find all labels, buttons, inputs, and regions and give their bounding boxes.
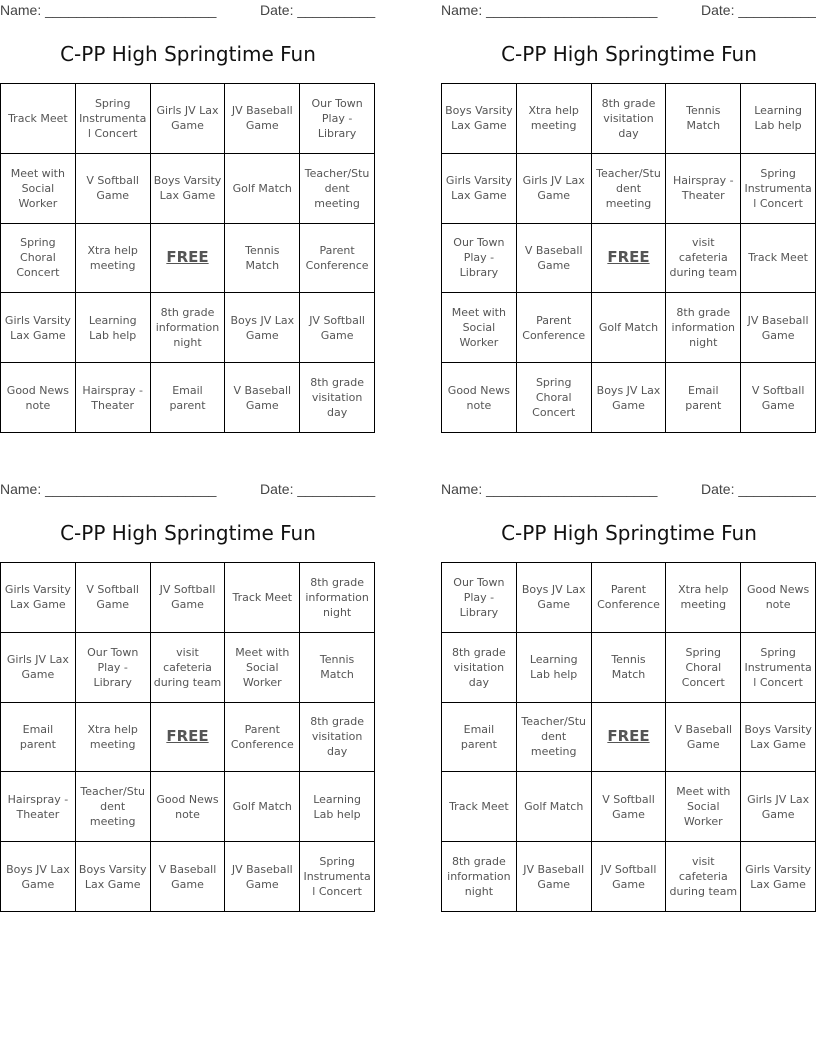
bingo-cell: V Baseball Game	[517, 224, 592, 294]
bingo-cell: Girls Varsity Lax Game	[741, 842, 816, 912]
bingo-cell: Good News note	[741, 563, 816, 633]
bingo-cell: 8th grade visitation day	[592, 84, 667, 154]
bingo-cell: JV Softball Game	[300, 293, 375, 363]
bingo-cell: Parent Conference	[517, 293, 592, 363]
bingo-cell: Learning Lab help	[517, 633, 592, 703]
bingo-cell: Boys JV Lax Game	[592, 363, 667, 433]
bingo-cell: JV Softball Game	[592, 842, 667, 912]
name-date-line	[441, 481, 816, 499]
free-space-cell: FREE	[151, 703, 226, 773]
bingo-cell: Spring Choral Concert	[517, 363, 592, 433]
bingo-cell: Xtra help meeting	[517, 84, 592, 154]
bingo-cell: Hairspray - Theater	[1, 772, 76, 842]
bingo-cell: Meet with Social Worker	[225, 633, 300, 703]
bingo-cell: Spring Instrumental Concert	[741, 633, 816, 703]
bingo-cell: Learning Lab help	[741, 84, 816, 154]
bingo-cell: Email parent	[151, 363, 226, 433]
bingo-cell: Track Meet	[225, 563, 300, 633]
bingo-cell: Girls Varsity Lax Game	[1, 293, 76, 363]
bingo-cell: Our Town Play - Library	[76, 633, 151, 703]
bingo-cell: Track Meet	[1, 84, 76, 154]
bingo-cell: Girls JV Lax Game	[517, 154, 592, 224]
bingo-cell: 8th grade visitation day	[300, 703, 375, 773]
bingo-cell: Spring Choral Concert	[1, 224, 76, 294]
bingo-cell: Good News note	[151, 772, 226, 842]
bingo-cell: Boys Varsity Lax Game	[442, 84, 517, 154]
bingo-cell: Good News note	[1, 363, 76, 433]
bingo-cell: Golf Match	[517, 772, 592, 842]
bingo-cell: Boys Varsity Lax Game	[151, 154, 226, 224]
bingo-cell: Girls JV Lax Game	[151, 84, 226, 154]
bingo-grid	[0, 83, 375, 433]
card-title: C-PP High Springtime Fun	[60, 42, 316, 66]
bingo-cell: visit cafeteria during team	[666, 224, 741, 294]
bingo-cell: Teacher/Student meeting	[592, 154, 667, 224]
bingo-cell: Tennis Match	[592, 633, 667, 703]
bingo-cell: Meet with Social Worker	[442, 293, 517, 363]
bingo-grid	[441, 562, 816, 912]
bingo-cell: Track Meet	[741, 224, 816, 294]
bingo-cell: Girls Varsity Lax Game	[1, 563, 76, 633]
bingo-cell: Girls JV Lax Game	[741, 772, 816, 842]
bingo-cell: Hairspray - Theater	[76, 363, 151, 433]
bingo-cell: JV Baseball Game	[225, 84, 300, 154]
bingo-cell: Xtra help meeting	[666, 563, 741, 633]
bingo-cell: Spring Instrumental Concert	[741, 154, 816, 224]
name-date-line	[0, 2, 376, 20]
bingo-cell: Spring Instrumental Concert	[300, 842, 375, 912]
bingo-cell: Spring Instrumental Concert	[76, 84, 151, 154]
bingo-cell: Golf Match	[592, 293, 667, 363]
bingo-cell: Girls JV Lax Game	[1, 633, 76, 703]
bingo-cell: Teacher/Student meeting	[300, 154, 375, 224]
bingo-cell: Email parent	[442, 703, 517, 773]
bingo-cell: Girls Varsity Lax Game	[442, 154, 517, 224]
bingo-cell: 8th grade information night	[300, 563, 375, 633]
bingo-cell: 8th grade information night	[666, 293, 741, 363]
free-space-cell: FREE	[151, 224, 226, 294]
bingo-cell: Golf Match	[225, 772, 300, 842]
bingo-cell: V Baseball Game	[151, 842, 226, 912]
bingo-cell: Our Town Play - Library	[442, 563, 517, 633]
bingo-cell: Boys JV Lax Game	[1, 842, 76, 912]
bingo-cell: JV Baseball Game	[225, 842, 300, 912]
bingo-cell: Parent Conference	[225, 703, 300, 773]
bingo-grid	[441, 83, 816, 433]
bingo-cell: Parent Conference	[300, 224, 375, 294]
bingo-cell: V Baseball Game	[666, 703, 741, 773]
date-field: Date: __________	[260, 2, 376, 18]
bingo-cell: Learning Lab help	[76, 293, 151, 363]
bingo-cell: visit cafeteria during team	[151, 633, 226, 703]
name-date-line	[0, 481, 376, 499]
bingo-cell: Xtra help meeting	[76, 703, 151, 773]
bingo-cell: Boys JV Lax Game	[225, 293, 300, 363]
bingo-cell: Hairspray - Theater	[666, 154, 741, 224]
name-field: Name: ______________________	[0, 481, 217, 497]
card-title: C-PP High Springtime Fun	[60, 521, 316, 545]
date-field: Date: __________	[260, 481, 376, 497]
bingo-cell: JV Softball Game	[151, 563, 226, 633]
name-field: Name: ______________________	[0, 2, 217, 18]
bingo-cell: Our Town Play - Library	[442, 224, 517, 294]
bingo-cell: Email parent	[666, 363, 741, 433]
bingo-cell: Good News note	[442, 363, 517, 433]
bingo-cell: V Softball Game	[592, 772, 667, 842]
bingo-cell: JV Baseball Game	[517, 842, 592, 912]
bingo-cell: JV Baseball Game	[741, 293, 816, 363]
bingo-cell: Xtra help meeting	[76, 224, 151, 294]
bingo-cell: Boys Varsity Lax Game	[741, 703, 816, 773]
bingo-cell: V Softball Game	[741, 363, 816, 433]
bingo-cell: V Softball Game	[76, 154, 151, 224]
card-title: C-PP High Springtime Fun	[501, 521, 757, 545]
bingo-cell: visit cafeteria during team	[666, 842, 741, 912]
bingo-cell: Email parent	[1, 703, 76, 773]
free-space-cell: FREE	[592, 703, 667, 773]
bingo-cell: Spring Choral Concert	[666, 633, 741, 703]
bingo-cell: 8th grade visitation day	[300, 363, 375, 433]
free-space-cell: FREE	[592, 224, 667, 294]
bingo-cell: Tennis Match	[300, 633, 375, 703]
card-title: C-PP High Springtime Fun	[501, 42, 757, 66]
name-date-line	[441, 2, 816, 20]
date-field: Date: __________	[701, 481, 816, 497]
bingo-cell: Teacher/Student meeting	[517, 703, 592, 773]
bingo-cell: Boys JV Lax Game	[517, 563, 592, 633]
date-field: Date: __________	[701, 2, 816, 18]
bingo-cell: 8th grade information night	[442, 842, 517, 912]
bingo-cell: V Baseball Game	[225, 363, 300, 433]
bingo-cell: Learning Lab help	[300, 772, 375, 842]
bingo-cell: Meet with Social Worker	[1, 154, 76, 224]
name-field: Name: ______________________	[441, 481, 658, 497]
bingo-cell: Tennis Match	[666, 84, 741, 154]
bingo-cell: V Softball Game	[76, 563, 151, 633]
bingo-cell: Boys Varsity Lax Game	[76, 842, 151, 912]
bingo-cell: Parent Conference	[592, 563, 667, 633]
bingo-cell: Track Meet	[442, 772, 517, 842]
bingo-cell: Teacher/Student meeting	[76, 772, 151, 842]
bingo-cell: Tennis Match	[225, 224, 300, 294]
bingo-cell: Meet with Social Worker	[666, 772, 741, 842]
bingo-cell: Our Town Play - Library	[300, 84, 375, 154]
name-field: Name: ______________________	[441, 2, 658, 18]
bingo-grid	[0, 562, 375, 912]
bingo-cell: 8th grade visitation day	[442, 633, 517, 703]
bingo-cell: Golf Match	[225, 154, 300, 224]
bingo-cell: 8th grade information night	[151, 293, 226, 363]
